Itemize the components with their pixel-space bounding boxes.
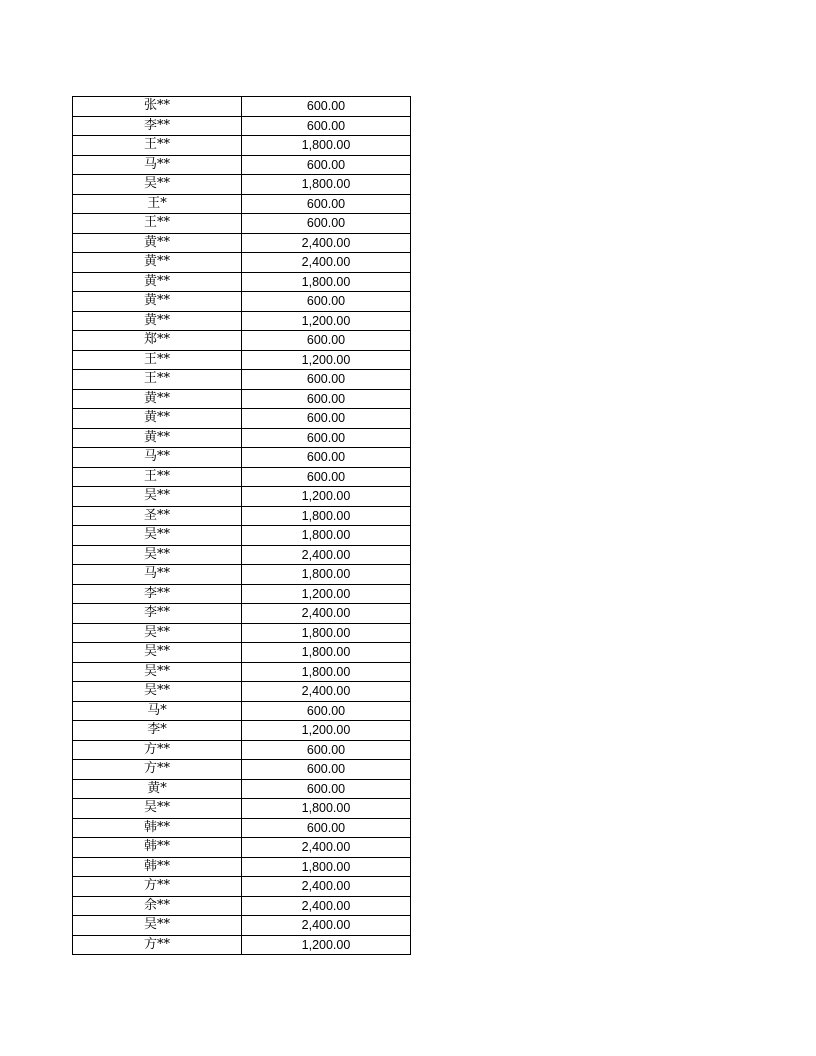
- table-row: [73, 760, 411, 780]
- table-row: [73, 409, 411, 429]
- amount-cell: 1,800.00: [242, 662, 411, 682]
- amount-cell: 600.00: [242, 428, 411, 448]
- amount-cell: 1,200.00: [242, 487, 411, 507]
- table-row: [73, 584, 411, 604]
- amount-cell: 600.00: [242, 194, 411, 214]
- amount-cell: 2,400.00: [242, 545, 411, 565]
- table-row: [73, 877, 411, 897]
- table-row: [73, 116, 411, 136]
- name-cell: 吴**: [73, 916, 242, 936]
- table-row: [73, 604, 411, 624]
- name-cell: 张**: [73, 97, 242, 117]
- name-cell: 郑**: [73, 331, 242, 351]
- table-row: [73, 857, 411, 877]
- name-cell: 吴**: [73, 799, 242, 819]
- name-cell: 方**: [73, 935, 242, 955]
- name-cell: 马*: [73, 701, 242, 721]
- name-cell: 黄**: [73, 389, 242, 409]
- table-row: [73, 838, 411, 858]
- table-row: [73, 136, 411, 156]
- table-row: [73, 916, 411, 936]
- table-row: [73, 935, 411, 955]
- name-cell: 王*: [73, 194, 242, 214]
- name-cell: 韩**: [73, 818, 242, 838]
- name-cell: 黄**: [73, 311, 242, 331]
- table-row: [73, 389, 411, 409]
- amount-cell: 600.00: [242, 409, 411, 429]
- amount-cell: 600.00: [242, 389, 411, 409]
- name-cell: 王**: [73, 467, 242, 487]
- table-row: [73, 682, 411, 702]
- payment-table: [72, 96, 411, 955]
- table-row: [73, 272, 411, 292]
- table-row: [73, 623, 411, 643]
- table-row: [73, 643, 411, 663]
- name-cell: 吴**: [73, 526, 242, 546]
- name-cell: 黄**: [73, 409, 242, 429]
- amount-cell: 2,400.00: [242, 877, 411, 897]
- amount-cell: 1,800.00: [242, 623, 411, 643]
- name-cell: 吴**: [73, 487, 242, 507]
- table-row: [73, 740, 411, 760]
- amount-cell: 1,800.00: [242, 136, 411, 156]
- amount-cell: 2,400.00: [242, 233, 411, 253]
- amount-cell: 2,400.00: [242, 838, 411, 858]
- name-cell: 吴**: [73, 682, 242, 702]
- amount-cell: 600.00: [242, 370, 411, 390]
- amount-cell: 600.00: [242, 448, 411, 468]
- table-row: [73, 97, 411, 117]
- table-row: [73, 253, 411, 273]
- table-row: [73, 526, 411, 546]
- table-row: [73, 721, 411, 741]
- amount-cell: 2,400.00: [242, 916, 411, 936]
- amount-cell: 600.00: [242, 740, 411, 760]
- table-row: [73, 233, 411, 253]
- name-cell: 李**: [73, 116, 242, 136]
- amount-cell: 1,800.00: [242, 857, 411, 877]
- amount-cell: 600.00: [242, 97, 411, 117]
- amount-cell: 600.00: [242, 214, 411, 234]
- amount-cell: 1,800.00: [242, 526, 411, 546]
- amount-cell: 1,200.00: [242, 350, 411, 370]
- name-cell: 吴**: [73, 662, 242, 682]
- amount-cell: 1,800.00: [242, 272, 411, 292]
- amount-cell: 1,800.00: [242, 799, 411, 819]
- amount-cell: 600.00: [242, 467, 411, 487]
- table-row: [73, 467, 411, 487]
- table-row: [73, 428, 411, 448]
- table-row: [73, 799, 411, 819]
- table-row: [73, 818, 411, 838]
- table-row: [73, 662, 411, 682]
- amount-cell: 600.00: [242, 779, 411, 799]
- amount-cell: 1,800.00: [242, 506, 411, 526]
- table-row: [73, 292, 411, 312]
- amount-cell: 1,800.00: [242, 565, 411, 585]
- name-cell: 吴**: [73, 175, 242, 195]
- name-cell: 李*: [73, 721, 242, 741]
- name-cell: 圣**: [73, 506, 242, 526]
- amount-cell: 1,200.00: [242, 311, 411, 331]
- name-cell: 马**: [73, 565, 242, 585]
- name-cell: 黄**: [73, 272, 242, 292]
- payment-table-body: [73, 97, 411, 955]
- table-row: [73, 545, 411, 565]
- amount-cell: 600.00: [242, 292, 411, 312]
- name-cell: 余**: [73, 896, 242, 916]
- name-cell: 吴**: [73, 623, 242, 643]
- name-cell: 方**: [73, 740, 242, 760]
- name-cell: 黄**: [73, 292, 242, 312]
- name-cell: 吴**: [73, 545, 242, 565]
- amount-cell: 1,200.00: [242, 935, 411, 955]
- amount-cell: 2,400.00: [242, 896, 411, 916]
- table-row: [73, 779, 411, 799]
- table-row: [73, 350, 411, 370]
- name-cell: 马**: [73, 155, 242, 175]
- amount-cell: 600.00: [242, 818, 411, 838]
- amount-cell: 600.00: [242, 116, 411, 136]
- table-row: [73, 194, 411, 214]
- name-cell: 李**: [73, 584, 242, 604]
- amount-cell: 1,200.00: [242, 721, 411, 741]
- amount-cell: 1,800.00: [242, 643, 411, 663]
- table-row: [73, 896, 411, 916]
- amount-cell: 600.00: [242, 760, 411, 780]
- document-page: [72, 96, 409, 955]
- name-cell: 吴**: [73, 643, 242, 663]
- table-row: [73, 311, 411, 331]
- name-cell: 王**: [73, 350, 242, 370]
- amount-cell: 600.00: [242, 701, 411, 721]
- amount-cell: 2,400.00: [242, 604, 411, 624]
- name-cell: 马**: [73, 448, 242, 468]
- name-cell: 王**: [73, 214, 242, 234]
- name-cell: 李**: [73, 604, 242, 624]
- amount-cell: 1,800.00: [242, 175, 411, 195]
- amount-cell: 2,400.00: [242, 682, 411, 702]
- name-cell: 韩**: [73, 838, 242, 858]
- name-cell: 黄**: [73, 253, 242, 273]
- name-cell: 王**: [73, 136, 242, 156]
- name-cell: 黄**: [73, 428, 242, 448]
- table-row: [73, 331, 411, 351]
- amount-cell: 2,400.00: [242, 253, 411, 273]
- table-row: [73, 370, 411, 390]
- name-cell: 方**: [73, 760, 242, 780]
- table-row: [73, 701, 411, 721]
- table-row: [73, 448, 411, 468]
- table-row: [73, 565, 411, 585]
- table-row: [73, 506, 411, 526]
- amount-cell: 600.00: [242, 331, 411, 351]
- table-row: [73, 487, 411, 507]
- name-cell: 黄**: [73, 233, 242, 253]
- table-row: [73, 175, 411, 195]
- table-row: [73, 155, 411, 175]
- name-cell: 黄*: [73, 779, 242, 799]
- name-cell: 方**: [73, 877, 242, 897]
- name-cell: 王**: [73, 370, 242, 390]
- amount-cell: 600.00: [242, 155, 411, 175]
- table-row: [73, 214, 411, 234]
- amount-cell: 1,200.00: [242, 584, 411, 604]
- name-cell: 韩**: [73, 857, 242, 877]
